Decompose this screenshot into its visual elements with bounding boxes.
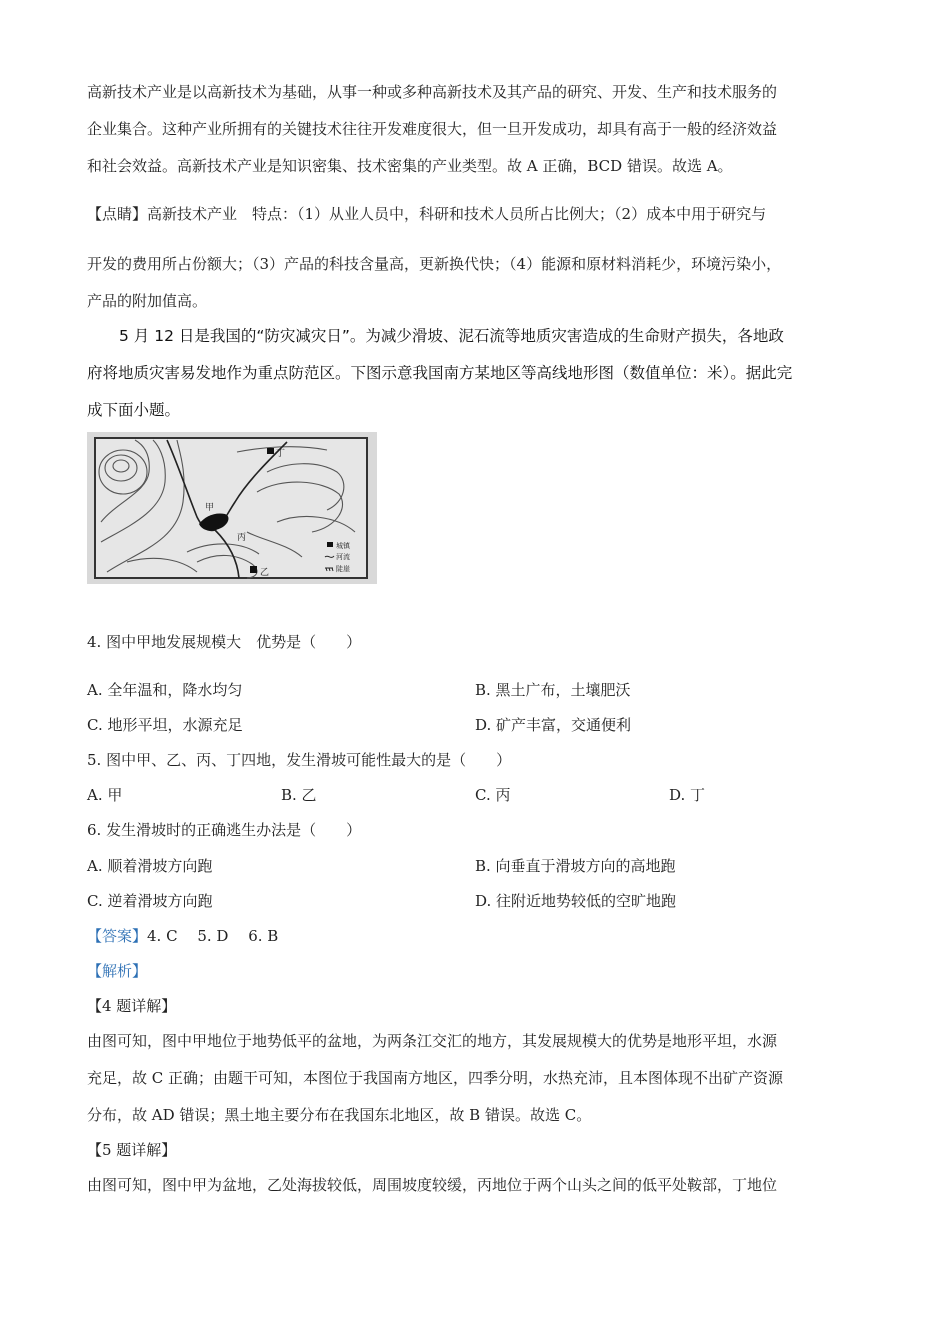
map-legend	[325, 541, 351, 573]
question-5-stem: 5. 图中甲、乙、丙、丁四地，发生滑坡可能性最大的是（ ）	[87, 751, 512, 769]
question-5-option-a: A. 甲	[87, 786, 123, 804]
place-label-yi: 乙	[260, 568, 270, 578]
question-6-option-b: B. 向垂直于滑坡方向的高地跑	[475, 857, 676, 875]
question-6-option-c: C. 逆着滑坡方向跑	[87, 892, 213, 910]
question-5-option-d: D. 丁	[669, 786, 706, 804]
question-4-option-b: B. 黑土广布，土壤肥沃	[475, 681, 631, 699]
answer-text: 4. C 5. D 6. B	[147, 927, 279, 945]
dianjing-line: 开发的费用所占份额大；（3）产品的科技含量高，更新换代快；（4）能源和原材料消耗少，环境污染小，	[87, 255, 782, 273]
detail-5-line: 由图可知，图中甲为盆地，乙处海拔较低，周围坡度较缓，丙地位于两个山头之间的低平处鞍部，丁地位	[87, 1176, 778, 1194]
town-yi-mark	[250, 566, 257, 573]
detail-4-line: 分布，故 AD 错误；黑土地主要分布在我国东北地区，故 B 错误。故选 C。	[87, 1106, 592, 1124]
detail-4-heading: 【4 题详解】	[87, 997, 177, 1015]
analysis-tag: 【解析】	[87, 962, 148, 980]
question-4-option-d: D. 矿产丰富，交通便利	[475, 716, 632, 734]
detail-4-line: 由图可知，图中甲地位于地势低平的盆地，为两条江交汇的地方，其发展规模大的优势是地形平坦，水源	[87, 1032, 778, 1050]
dianjing-line: 【点睛】高新技术产业 特点：（1）从业人员中，科研和技术人员所占比例大；（2）成本中用于研究与	[87, 205, 767, 223]
contour-map	[87, 432, 377, 584]
question-6-stem: 6. 发生滑坡时的正确逃生办法是（ ）	[87, 821, 362, 839]
place-label-jia: 甲	[205, 503, 215, 513]
intro-line: 企业集合。这种产业所拥有的关键技术往往开发难度很大，但一旦开发成功，却具有高于一般的经济效益	[87, 120, 778, 138]
question-4-stem: 4. 图中甲地发展规模大 优势是（ ）	[87, 633, 362, 651]
detail-5-heading: 【5 题详解】	[87, 1141, 177, 1159]
dianjing-line: 产品的附加值高。	[87, 292, 208, 310]
place-label-ding: 丁	[276, 449, 286, 459]
material-line: 府将地质灾害易发地作为重点防范区。下图示意我国南方某地区等高线地形图（数值单位：米）。据此完	[87, 364, 793, 382]
intro-line: 和社会效益。高新技术产业是知识密集、技术密集的产业类型。故 A 正确，BCD 错误。故选 A。	[87, 157, 733, 175]
town-ding-mark	[267, 448, 274, 454]
question-5-option-b: B. 乙	[281, 786, 317, 804]
legend-cliff: 陡崖	[336, 565, 350, 573]
question-4-option-c: C. 地形平坦，水源充足	[87, 716, 243, 734]
question-5-option-c: C. 丙	[475, 786, 511, 804]
material-line: 5 月 12 日是我国的“防灾减灾日”。为减少滑坡、泥石流等地质灾害造成的生命财产损失，各地政	[119, 327, 784, 345]
detail-4-line: 充足，故 C 正确；由题干可知，本图位于我国南方地区，四季分明，水热充沛，且本图体现不出矿产资源	[87, 1069, 784, 1087]
question-6-option-a: A. 顺着滑坡方向跑	[87, 857, 213, 875]
question-4-option-a: A. 全年温和，降水均匀	[87, 681, 243, 699]
answer-line	[87, 926, 278, 946]
contour-map-figure	[87, 432, 377, 584]
legend-river: 河流	[336, 553, 350, 561]
material-line: 成下面小题。	[87, 401, 181, 419]
place-label-bing: 丙	[237, 533, 247, 543]
answer-tag: 【答案】	[87, 927, 148, 945]
question-6-option-d: D. 往附近地势较低的空旷地跑	[475, 892, 677, 910]
legend-town: 城镇	[336, 542, 350, 550]
intro-line: 高新技术产业是以高新技术为基础，从事一种或多种高新技术及其产品的研究、开发、生产和技术服务的	[87, 83, 778, 101]
